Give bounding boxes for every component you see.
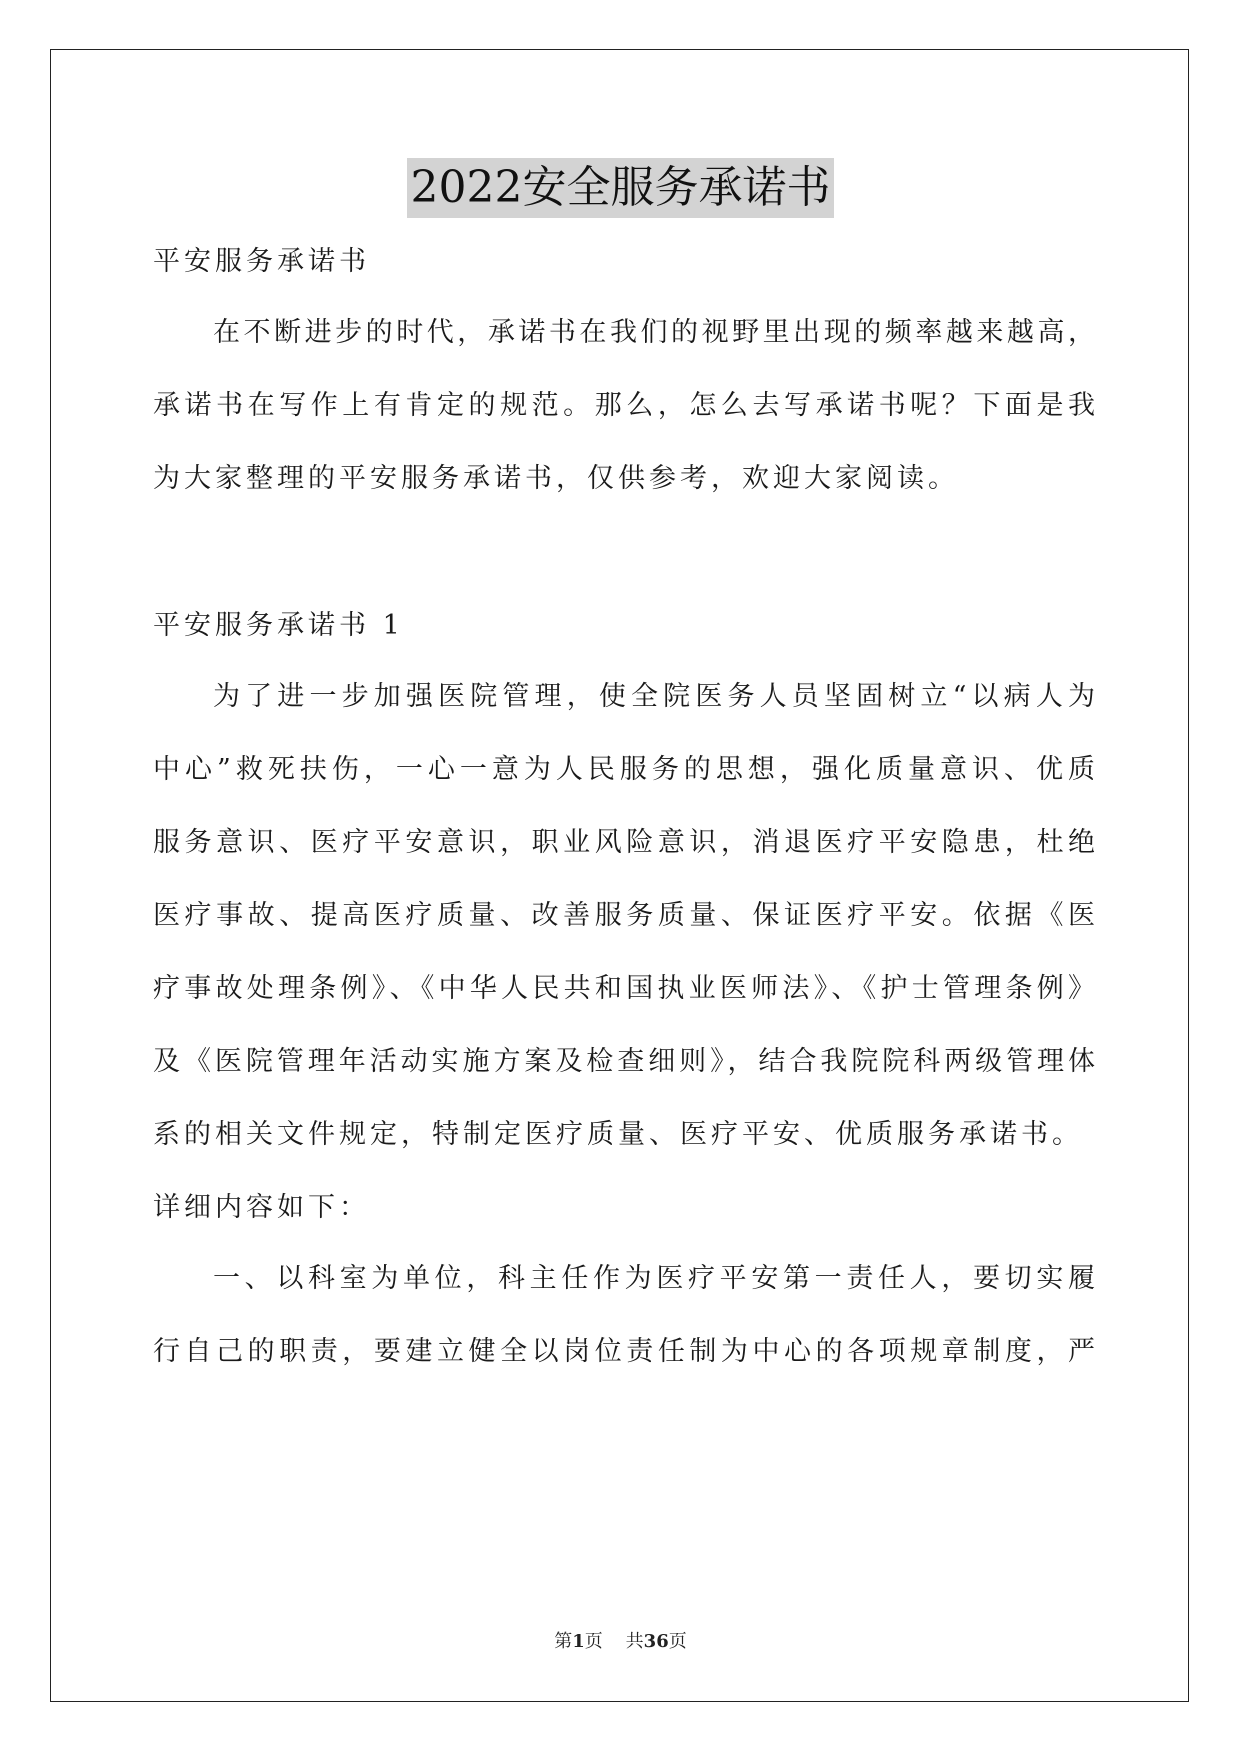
paragraph-line: 一、以科室为单位，科主任作为医疗平安第一责任人，要切实履	[213, 1263, 1095, 1294]
paragraph-line: 中心”救死扶伤，一心一意为人民服务的思想，强化质量意识、优质	[153, 754, 1095, 785]
total-suffix: 页	[668, 1631, 687, 1652]
paragraph-line: 及《医院管理年活动实施方案及检查细则》，结合我院院科两级管理体	[153, 1046, 1095, 1077]
page-prefix: 第	[554, 1631, 573, 1652]
paragraph-line: 行自己的职责，要建立健全以岗位责任制为中心的各项规章制度，严	[153, 1336, 1095, 1367]
section-heading: 平安服务承诺书	[153, 246, 370, 277]
section-heading: 平安服务承诺书 1	[153, 610, 404, 641]
page-footer	[0, 1630, 1241, 1654]
paragraph-line: 医疗事故、提高医疗质量、改善服务质量、保证医疗平安。依据《医	[153, 900, 1095, 931]
total-pages: 36	[643, 1631, 669, 1652]
paragraph-line: 为了进一步加强医院管理，使全院医务人员坚固树立“以病人为	[213, 681, 1095, 712]
paragraph-line: 系的相关文件规定，特制定医疗质量、医疗平安、优质服务承诺书。	[153, 1119, 1083, 1150]
total-prefix: 共	[625, 1631, 644, 1652]
page-number: 1	[572, 1631, 585, 1652]
paragraph-line: 承诺书在写作上有肯定的规范。那么，怎么去写承诺书呢？下面是我	[153, 390, 1095, 421]
page-border	[50, 49, 1189, 1702]
paragraph-line: 疗事故处理条例》、《中华人民共和国执业医师法》、《护士管理条例》	[153, 973, 1095, 1004]
page-suffix: 页	[584, 1631, 603, 1652]
paragraph-line: 为大家整理的平安服务承诺书，仅供参考，欢迎大家阅读。	[153, 463, 959, 494]
title-container	[0, 158, 1241, 218]
paragraph-line: 服务意识、医疗平安意识，职业风险意识，消退医疗平安隐患，杜绝	[153, 827, 1095, 858]
document-title: 2022安全服务承诺书	[407, 158, 835, 218]
paragraph-line: 在不断进步的时代，承诺书在我们的视野里出现的频率越来越高，	[213, 317, 1095, 348]
paragraph-line: 详细内容如下：	[153, 1192, 370, 1223]
